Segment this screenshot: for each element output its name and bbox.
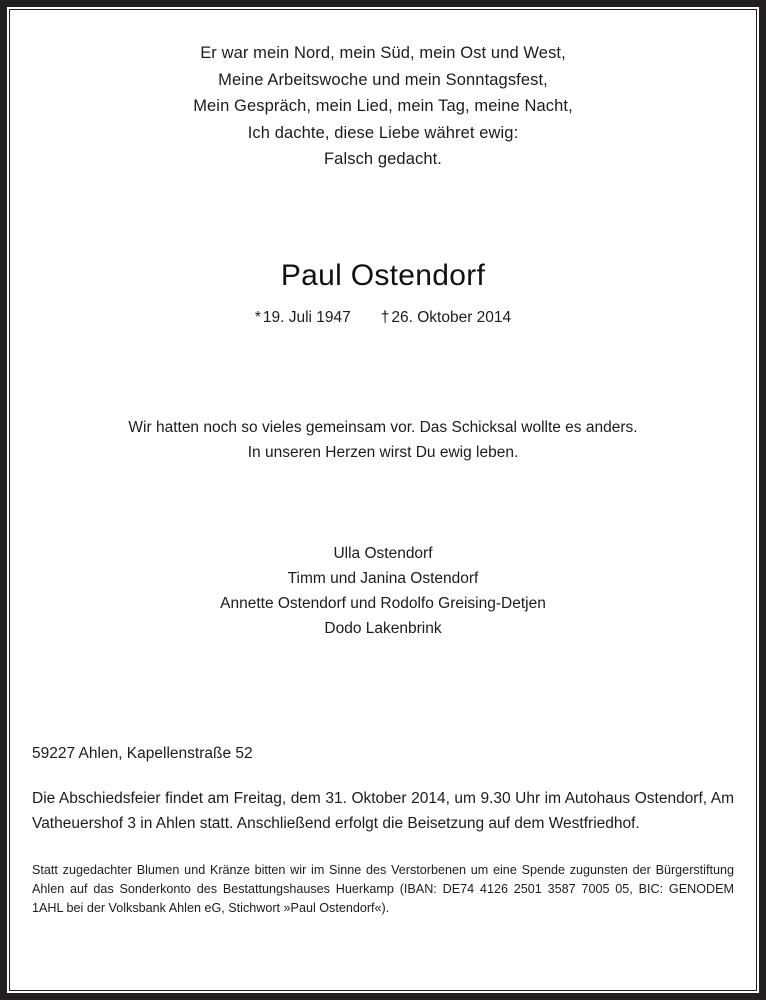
survivor-line: Dodo Lakenbrink <box>324 619 442 637</box>
death-date-group <box>381 309 511 326</box>
survivor-line: Timm und Janina Ostendorf <box>287 569 479 587</box>
survivor-line: Annette Ostendorf und Rodolfo Greising-Detjen <box>220 594 546 612</box>
birth-date: 19. Juli 1947 <box>262 308 351 326</box>
memorial-poem <box>32 40 734 173</box>
notice-content <box>10 10 756 990</box>
poem-line: Meine Arbeitswoche und mein Sonntagsfest, <box>218 70 548 89</box>
tribute-message <box>32 415 734 465</box>
cross-dagger-icon: † <box>380 308 390 326</box>
poem-line: Er war mein Nord, mein Süd, mein Ost und West, <box>200 44 566 62</box>
birth-star-icon: * <box>254 308 261 326</box>
survivors-list <box>32 541 734 641</box>
deceased-name: Paul Ostendorf <box>280 258 486 292</box>
poem-line: Ich dachte, diese Liebe währet ewig: <box>247 123 519 142</box>
poem-line: Mein Gespräch, mein Lied, mein Tag, meine Nacht, <box>193 97 573 115</box>
tribute-line: Wir hatten noch so vieles gemeinsam vor. Das Schicksal wollte es anders. <box>128 418 638 436</box>
life-dates <box>32 309 734 327</box>
donation-request: Statt zugedachter Blumen und Kränze bitten wir im Sinne des Verstorbenen um eine Spende zugunsten der Bürgerstiftung Ahlen auf das Sonderkonto des Bestattungshauses Huerkamp (IBAN: DE74 4126 2501 3587 7005 05, BIC: GENODEM 1AHL bei der Volksbank Ahlen eG, Stichwort »Paul Ostendorf«). <box>32 862 734 915</box>
family-address: 59227 Ahlen, Kapellenstraße 52 <box>32 744 253 762</box>
death-date: 26. Oktober 2014 <box>391 308 512 326</box>
poem-line: Falsch gedacht. <box>324 150 442 168</box>
tribute-line: In unseren Herzen wirst Du ewig leben. <box>247 443 519 461</box>
birth-date-group <box>255 309 351 326</box>
ceremony-details: Die Abschiedsfeier findet am Freitag, dem 31. Oktober 2014, um 9.30 Uhr im Autohaus Ostendorf, Am Vatheuershof 3 in Ahlen statt. Anschließend erfolgt die Beisetzung auf dem Westfriedhof. <box>32 789 734 832</box>
survivor-line: Ulla Ostendorf <box>333 544 433 562</box>
